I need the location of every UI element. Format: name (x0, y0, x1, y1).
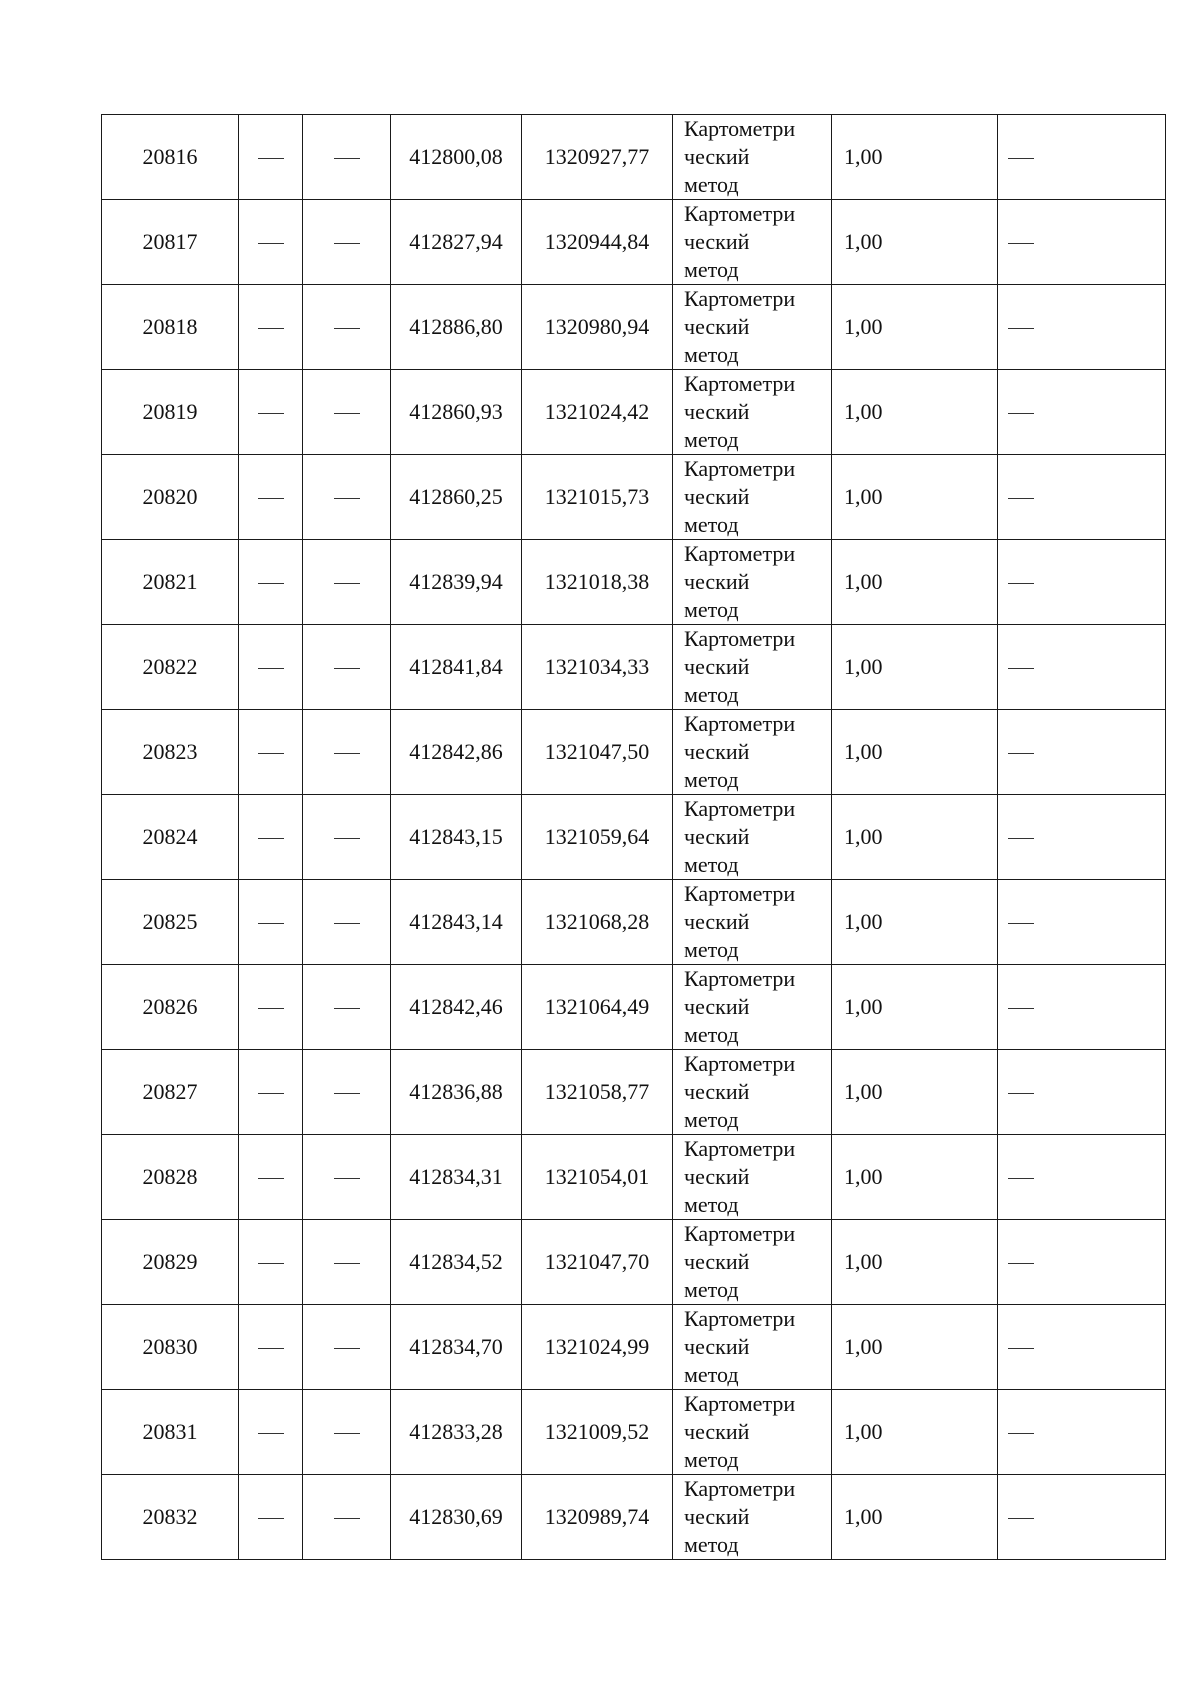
precision-cell: 1,00 (832, 455, 998, 540)
method-text-line: метод (684, 427, 739, 452)
method-text-line: Картометри (684, 1136, 796, 1161)
em-dash (334, 1433, 360, 1434)
x-coordinate-cell: 412841,84 (391, 625, 522, 710)
em-dash (1008, 1518, 1034, 1519)
em-dash (1008, 1008, 1034, 1009)
method-text-line: ческий (684, 314, 750, 339)
em-dash (1008, 838, 1034, 839)
precision-cell: 1,00 (832, 1390, 998, 1475)
method-cell (673, 1390, 832, 1475)
method-text-line: Картометри (684, 626, 796, 651)
method-cell (673, 1220, 832, 1305)
point-number-cell: 20819 (102, 370, 239, 455)
method-text-line: Картометри (684, 881, 796, 906)
y-coordinate-cell: 1320944,84 (522, 200, 673, 285)
method-text-line: метод (684, 172, 739, 197)
precision-cell: 1,00 (832, 880, 998, 965)
precision-cell: 1,00 (832, 540, 998, 625)
method-cell (673, 625, 832, 710)
point-number-cell: 20832 (102, 1475, 239, 1560)
method-cell (673, 1475, 832, 1560)
em-dash (334, 668, 360, 669)
table-row (102, 1390, 1166, 1475)
precision-cell: 1,00 (832, 1135, 998, 1220)
em-dash (334, 1518, 360, 1519)
method-text-line: ческий (684, 824, 750, 849)
empty-cell-8 (998, 1135, 1166, 1220)
x-coordinate-cell: 412843,15 (391, 795, 522, 880)
em-dash (1008, 498, 1034, 499)
method-text-line: метод (684, 852, 739, 877)
em-dash (1008, 1433, 1034, 1434)
x-coordinate-cell: 412839,94 (391, 540, 522, 625)
empty-cell-3 (303, 1220, 391, 1305)
method-text-line: ческий (684, 144, 750, 169)
x-coordinate-cell: 412800,08 (391, 115, 522, 200)
em-dash (1008, 753, 1034, 754)
em-dash (1008, 1348, 1034, 1349)
empty-cell-3 (303, 540, 391, 625)
em-dash (258, 498, 284, 499)
point-number-cell: 20816 (102, 115, 239, 200)
table-row (102, 880, 1166, 965)
table-row (102, 455, 1166, 540)
x-coordinate-cell: 412834,31 (391, 1135, 522, 1220)
point-number-cell: 20831 (102, 1390, 239, 1475)
empty-cell-3 (303, 880, 391, 965)
em-dash (334, 838, 360, 839)
empty-cell-2 (239, 540, 303, 625)
point-number-cell: 20826 (102, 965, 239, 1050)
em-dash (1008, 668, 1034, 669)
empty-cell-8 (998, 200, 1166, 285)
method-text-line: ческий (684, 909, 750, 934)
method-cell (673, 115, 832, 200)
point-number-cell: 20818 (102, 285, 239, 370)
method-text-line: метод (684, 257, 739, 282)
y-coordinate-cell: 1321058,77 (522, 1050, 673, 1135)
em-dash (258, 158, 284, 159)
empty-cell-2 (239, 1475, 303, 1560)
method-text-line: метод (684, 1532, 739, 1557)
precision-cell: 1,00 (832, 625, 998, 710)
table-row (102, 795, 1166, 880)
y-coordinate-cell: 1321024,42 (522, 370, 673, 455)
y-coordinate-cell: 1321018,38 (522, 540, 673, 625)
em-dash (334, 1093, 360, 1094)
method-text-line: ческий (684, 1164, 750, 1189)
y-coordinate-cell: 1321064,49 (522, 965, 673, 1050)
method-text-line: Картометри (684, 1051, 796, 1076)
em-dash (334, 1008, 360, 1009)
em-dash (1008, 1178, 1034, 1179)
method-text-line: Картометри (684, 966, 796, 991)
empty-cell-3 (303, 625, 391, 710)
precision-cell: 1,00 (832, 285, 998, 370)
em-dash (334, 923, 360, 924)
method-text-line: метод (684, 342, 739, 367)
method-cell (673, 710, 832, 795)
empty-cell-3 (303, 710, 391, 795)
x-coordinate-cell: 412842,86 (391, 710, 522, 795)
empty-cell-8 (998, 625, 1166, 710)
empty-cell-2 (239, 1305, 303, 1390)
empty-cell-8 (998, 540, 1166, 625)
precision-cell: 1,00 (832, 370, 998, 455)
coordinates-table (101, 114, 1166, 1560)
em-dash (258, 413, 284, 414)
method-text-line: ческий (684, 399, 750, 424)
method-cell (673, 200, 832, 285)
precision-cell: 1,00 (832, 795, 998, 880)
point-number-cell: 20830 (102, 1305, 239, 1390)
em-dash (334, 1348, 360, 1349)
method-text-line: ческий (684, 654, 750, 679)
empty-cell-2 (239, 455, 303, 540)
x-coordinate-cell: 412843,14 (391, 880, 522, 965)
em-dash (334, 413, 360, 414)
precision-cell: 1,00 (832, 115, 998, 200)
em-dash (1008, 243, 1034, 244)
empty-cell-8 (998, 115, 1166, 200)
em-dash (1008, 328, 1034, 329)
precision-cell: 1,00 (832, 1305, 998, 1390)
empty-cell-8 (998, 1050, 1166, 1135)
method-text-line: метод (684, 1277, 739, 1302)
em-dash (334, 753, 360, 754)
method-text-line: метод (684, 1362, 739, 1387)
method-cell (673, 455, 832, 540)
empty-cell-8 (998, 1220, 1166, 1305)
method-cell (673, 1135, 832, 1220)
em-dash (1008, 923, 1034, 924)
em-dash (258, 1433, 284, 1434)
em-dash (258, 1518, 284, 1519)
empty-cell-3 (303, 965, 391, 1050)
method-text-line: метод (684, 937, 739, 962)
table-row (102, 1135, 1166, 1220)
method-text-line: Картометри (684, 371, 796, 396)
point-number-cell: 20817 (102, 200, 239, 285)
em-dash (258, 753, 284, 754)
method-text-line: метод (684, 767, 739, 792)
empty-cell-8 (998, 370, 1166, 455)
table-row (102, 710, 1166, 795)
method-cell (673, 1050, 832, 1135)
method-cell (673, 965, 832, 1050)
em-dash (334, 1263, 360, 1264)
em-dash (258, 1008, 284, 1009)
empty-cell-2 (239, 1135, 303, 1220)
x-coordinate-cell: 412833,28 (391, 1390, 522, 1475)
empty-cell-2 (239, 1050, 303, 1135)
empty-cell-8 (998, 880, 1166, 965)
em-dash (1008, 413, 1034, 414)
empty-cell-2 (239, 880, 303, 965)
em-dash (258, 583, 284, 584)
table-row (102, 370, 1166, 455)
x-coordinate-cell: 412860,25 (391, 455, 522, 540)
method-text-line: ческий (684, 739, 750, 764)
method-text-line: ческий (684, 229, 750, 254)
em-dash (258, 838, 284, 839)
method-text-line: ческий (684, 569, 750, 594)
x-coordinate-cell: 412834,52 (391, 1220, 522, 1305)
table-body (102, 115, 1166, 1560)
method-text-line: Картометри (684, 796, 796, 821)
empty-cell-2 (239, 200, 303, 285)
em-dash (258, 668, 284, 669)
empty-cell-2 (239, 965, 303, 1050)
point-number-cell: 20825 (102, 880, 239, 965)
method-cell (673, 540, 832, 625)
y-coordinate-cell: 1321034,33 (522, 625, 673, 710)
x-coordinate-cell: 412836,88 (391, 1050, 522, 1135)
empty-cell-2 (239, 1220, 303, 1305)
method-text-line: Картометри (684, 456, 796, 481)
method-text-line: метод (684, 1022, 739, 1047)
y-coordinate-cell: 1321024,99 (522, 1305, 673, 1390)
point-number-cell: 20824 (102, 795, 239, 880)
method-text-line: Картометри (684, 1306, 796, 1331)
method-text-line: Картометри (684, 116, 796, 141)
method-text-line: Картометри (684, 201, 796, 226)
table-row (102, 285, 1166, 370)
table-row (102, 540, 1166, 625)
empty-cell-3 (303, 285, 391, 370)
empty-cell-3 (303, 1305, 391, 1390)
method-text-line: метод (684, 597, 739, 622)
x-coordinate-cell: 412827,94 (391, 200, 522, 285)
method-text-line: метод (684, 512, 739, 537)
method-cell (673, 795, 832, 880)
table-row (102, 115, 1166, 200)
empty-cell-2 (239, 795, 303, 880)
y-coordinate-cell: 1320980,94 (522, 285, 673, 370)
method-text-line: ческий (684, 1504, 750, 1529)
table-row (102, 200, 1166, 285)
point-number-cell: 20823 (102, 710, 239, 795)
table-row (102, 1475, 1166, 1560)
method-cell (673, 1305, 832, 1390)
empty-cell-2 (239, 625, 303, 710)
empty-cell-8 (998, 795, 1166, 880)
empty-cell-8 (998, 1475, 1166, 1560)
method-text-line: метод (684, 682, 739, 707)
em-dash (258, 1263, 284, 1264)
em-dash (334, 243, 360, 244)
x-coordinate-cell: 412834,70 (391, 1305, 522, 1390)
point-number-cell: 20821 (102, 540, 239, 625)
y-coordinate-cell: 1320927,77 (522, 115, 673, 200)
method-text-line: Картометри (684, 286, 796, 311)
em-dash (334, 1178, 360, 1179)
em-dash (1008, 158, 1034, 159)
precision-cell: 1,00 (832, 1220, 998, 1305)
method-text-line: Картометри (684, 1221, 796, 1246)
method-text-line: ческий (684, 994, 750, 1019)
empty-cell-8 (998, 285, 1166, 370)
method-text-line: метод (684, 1447, 739, 1472)
empty-cell-8 (998, 1390, 1166, 1475)
empty-cell-2 (239, 1390, 303, 1475)
empty-cell-8 (998, 455, 1166, 540)
method-text-line: метод (684, 1192, 739, 1217)
method-text-line: ческий (684, 1419, 750, 1444)
y-coordinate-cell: 1321047,50 (522, 710, 673, 795)
table-row (102, 1305, 1166, 1390)
em-dash (334, 158, 360, 159)
x-coordinate-cell: 412886,80 (391, 285, 522, 370)
em-dash (258, 1348, 284, 1349)
em-dash (258, 923, 284, 924)
method-text-line: Картометри (684, 711, 796, 736)
empty-cell-2 (239, 115, 303, 200)
x-coordinate-cell: 412830,69 (391, 1475, 522, 1560)
method-text-line: ческий (684, 484, 750, 509)
method-text-line: ческий (684, 1079, 750, 1104)
point-number-cell: 20822 (102, 625, 239, 710)
method-cell (673, 370, 832, 455)
empty-cell-3 (303, 115, 391, 200)
empty-cell-3 (303, 795, 391, 880)
y-coordinate-cell: 1321047,70 (522, 1220, 673, 1305)
em-dash (334, 328, 360, 329)
point-number-cell: 20827 (102, 1050, 239, 1135)
empty-cell-3 (303, 455, 391, 540)
em-dash (334, 583, 360, 584)
em-dash (258, 243, 284, 244)
table-row (102, 1050, 1166, 1135)
empty-cell-3 (303, 370, 391, 455)
method-cell (673, 880, 832, 965)
point-number-cell: 20828 (102, 1135, 239, 1220)
y-coordinate-cell: 1321054,01 (522, 1135, 673, 1220)
empty-cell-3 (303, 1475, 391, 1560)
empty-cell-3 (303, 1135, 391, 1220)
empty-cell-3 (303, 1050, 391, 1135)
y-coordinate-cell: 1321009,52 (522, 1390, 673, 1475)
y-coordinate-cell: 1321015,73 (522, 455, 673, 540)
em-dash (334, 498, 360, 499)
empty-cell-3 (303, 200, 391, 285)
method-text-line: ческий (684, 1249, 750, 1274)
method-text-line: Картометри (684, 541, 796, 566)
em-dash (1008, 583, 1034, 584)
empty-cell-2 (239, 285, 303, 370)
y-coordinate-cell: 1321068,28 (522, 880, 673, 965)
table-row (102, 1220, 1166, 1305)
method-text-line: Картометри (684, 1391, 796, 1416)
em-dash (258, 328, 284, 329)
em-dash (1008, 1263, 1034, 1264)
empty-cell-2 (239, 710, 303, 795)
precision-cell: 1,00 (832, 1050, 998, 1135)
x-coordinate-cell: 412860,93 (391, 370, 522, 455)
precision-cell: 1,00 (832, 965, 998, 1050)
empty-cell-8 (998, 710, 1166, 795)
y-coordinate-cell: 1320989,74 (522, 1475, 673, 1560)
precision-cell: 1,00 (832, 710, 998, 795)
empty-cell-2 (239, 370, 303, 455)
x-coordinate-cell: 412842,46 (391, 965, 522, 1050)
empty-cell-8 (998, 965, 1166, 1050)
y-coordinate-cell: 1321059,64 (522, 795, 673, 880)
method-text-line: метод (684, 1107, 739, 1132)
table-row (102, 965, 1166, 1050)
empty-cell-8 (998, 1305, 1166, 1390)
empty-cell-3 (303, 1390, 391, 1475)
point-number-cell: 20820 (102, 455, 239, 540)
table-row (102, 625, 1166, 710)
em-dash (258, 1178, 284, 1179)
point-number-cell: 20829 (102, 1220, 239, 1305)
em-dash (1008, 1093, 1034, 1094)
method-text-line: Картометри (684, 1476, 796, 1501)
method-text-line: ческий (684, 1334, 750, 1359)
precision-cell: 1,00 (832, 1475, 998, 1560)
method-cell (673, 285, 832, 370)
precision-cell: 1,00 (832, 200, 998, 285)
em-dash (258, 1093, 284, 1094)
